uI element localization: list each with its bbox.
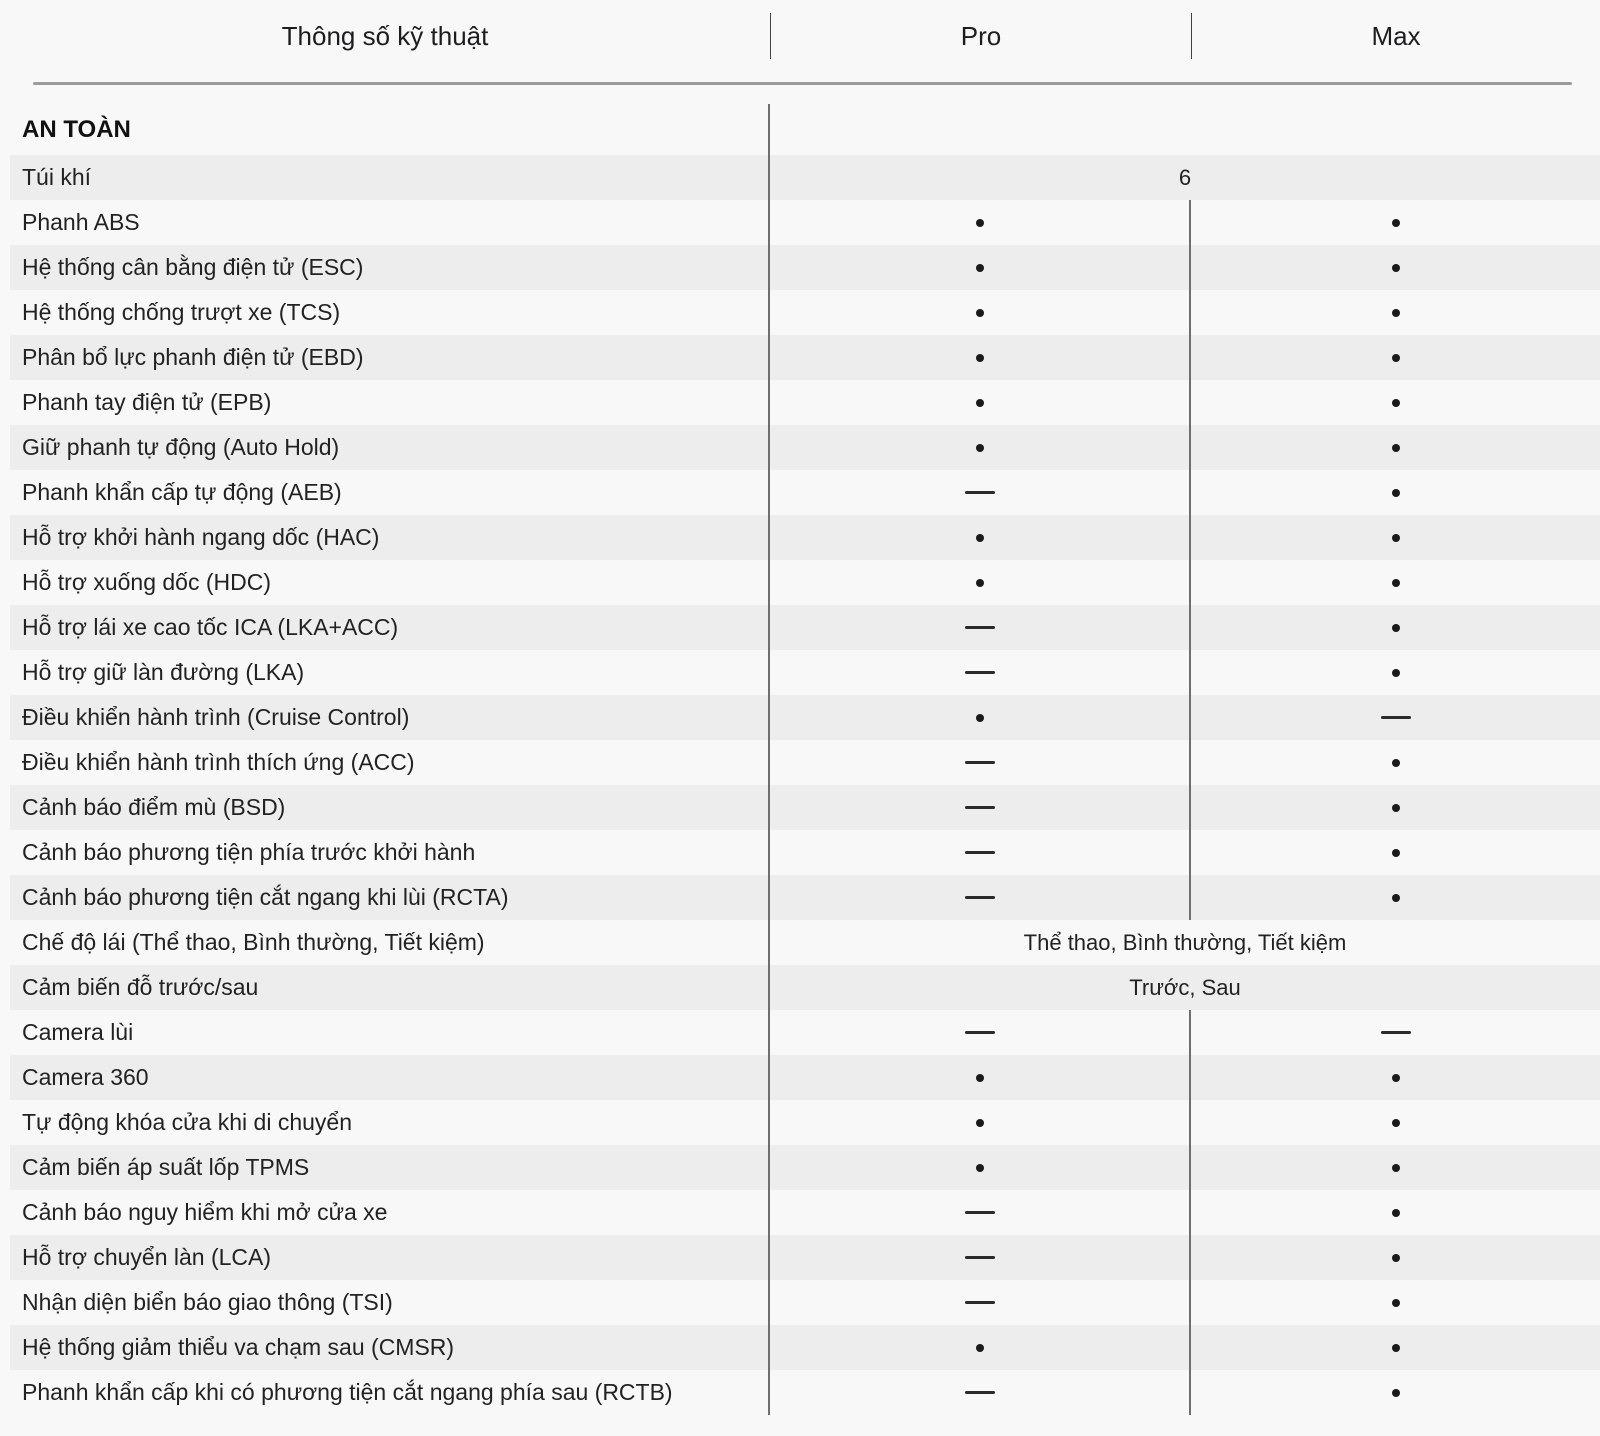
- spec-label: Phanh khẩn cấp khi có phương tiện cắt ngang phía sau (RCTB): [0, 1370, 770, 1415]
- pro-value-cell: [770, 785, 1191, 830]
- included-dot-icon: [1392, 1344, 1400, 1352]
- table-row: [0, 1235, 1600, 1280]
- section-title: AN TOÀN: [0, 104, 770, 155]
- spec-table: [0, 155, 1600, 1415]
- spec-label: Camera lùi: [0, 1010, 770, 1055]
- table-row: [0, 785, 1600, 830]
- pro-value-cell: [770, 740, 1191, 785]
- spec-label: Cảm biến đỗ trước/sau: [0, 965, 770, 1010]
- included-dot-icon: [1392, 489, 1400, 497]
- max-value-cell: [1191, 1145, 1600, 1190]
- max-value-cell: [1191, 695, 1600, 740]
- pro-value-cell: [770, 335, 1191, 380]
- included-dot-icon: [976, 1074, 984, 1082]
- included-dot-icon: [1392, 219, 1400, 227]
- page-title: Thông số kỹ thuật: [281, 20, 489, 51]
- spec-label: Hệ thống giảm thiểu va chạm sau (CMSR): [0, 1325, 770, 1370]
- spec-label: Tự động khóa cửa khi di chuyển: [0, 1100, 770, 1145]
- section-heading-spacer: [770, 104, 1600, 155]
- max-value-cell: [1191, 740, 1600, 785]
- spec-label: Hỗ trợ giữ làn đường (LKA): [0, 650, 770, 695]
- spec-label: Điều khiển hành trình thích ứng (ACC): [0, 740, 770, 785]
- table-row: [0, 560, 1600, 605]
- included-dot-icon: [1392, 624, 1400, 632]
- table-row: [0, 605, 1600, 650]
- column-header-max: Max: [1191, 13, 1600, 59]
- spec-label: Hỗ trợ chuyển làn (LCA): [0, 1235, 770, 1280]
- included-dot-icon: [1392, 759, 1400, 767]
- spec-label: Hỗ trợ lái xe cao tốc ICA (LKA+ACC): [0, 605, 770, 650]
- included-dot-icon: [1392, 1389, 1400, 1397]
- included-dot-icon: [976, 399, 984, 407]
- pro-value-cell: [770, 515, 1191, 560]
- max-value-cell: [1191, 1010, 1600, 1055]
- spec-label: Nhận diện biển báo giao thông (TSI): [0, 1280, 770, 1325]
- included-dot-icon: [1392, 669, 1400, 677]
- included-dot-icon: [1392, 309, 1400, 317]
- included-dot-icon: [1392, 1299, 1400, 1307]
- max-value-cell: [1191, 785, 1600, 830]
- included-dot-icon: [976, 354, 984, 362]
- pro-value-cell: [770, 1235, 1191, 1280]
- included-dot-icon: [976, 264, 984, 272]
- pro-value-cell: [770, 290, 1191, 335]
- included-dot-icon: [1392, 534, 1400, 542]
- included-dot-icon: [1392, 894, 1400, 902]
- spec-label: Cảm biến áp suất lốp TPMS: [0, 1145, 770, 1190]
- table-row: [0, 470, 1600, 515]
- table-row: [0, 155, 1600, 200]
- not-available-dash-icon: [965, 491, 995, 495]
- table-row: [0, 875, 1600, 920]
- pro-value-cell: [770, 875, 1191, 920]
- table-row: [0, 425, 1600, 470]
- header-divider-rule: [33, 82, 1572, 85]
- included-dot-icon: [1392, 849, 1400, 857]
- table-row: [0, 965, 1600, 1010]
- included-dot-icon: [976, 219, 984, 227]
- pro-value-cell: [770, 425, 1191, 470]
- included-dot-icon: [1392, 1164, 1400, 1172]
- not-available-dash-icon: [965, 761, 995, 765]
- included-dot-icon: [976, 534, 984, 542]
- pro-value-cell: [770, 380, 1191, 425]
- spec-label: Cảnh báo phương tiện cắt ngang khi lùi (RCTA): [0, 875, 770, 920]
- table-row: [0, 1325, 1600, 1370]
- pro-value-cell: [770, 605, 1191, 650]
- pro-value-cell: [770, 1325, 1191, 1370]
- included-dot-icon: [1392, 804, 1400, 812]
- max-value-cell: [1191, 335, 1600, 380]
- included-dot-icon: [1392, 1119, 1400, 1127]
- not-available-dash-icon: [965, 1031, 995, 1035]
- max-value-cell: [1191, 560, 1600, 605]
- spec-label: Chế độ lái (Thể thao, Bình thường, Tiết kiệm): [0, 920, 770, 965]
- included-dot-icon: [1392, 444, 1400, 452]
- spec-label: Phanh khẩn cấp tự động (AEB): [0, 470, 770, 515]
- spec-label: Cảnh báo phương tiện phía trước khởi hành: [0, 830, 770, 875]
- not-available-dash-icon: [965, 851, 995, 855]
- max-value-cell: [1191, 1055, 1600, 1100]
- spec-label: Phân bổ lực phanh điện tử (EBD): [0, 335, 770, 380]
- not-available-dash-icon: [1381, 1031, 1411, 1035]
- spec-label: Điều khiển hành trình (Cruise Control): [0, 695, 770, 740]
- pro-value-cell: [770, 830, 1191, 875]
- max-value-cell: [1191, 245, 1600, 290]
- not-available-dash-icon: [965, 1256, 995, 1260]
- table-row: [0, 1010, 1600, 1055]
- table-row: [0, 1370, 1600, 1415]
- not-available-dash-icon: [1381, 716, 1411, 720]
- pro-value-cell: [770, 1280, 1191, 1325]
- max-value-cell: [1191, 1235, 1600, 1280]
- max-value-cell: [1191, 875, 1600, 920]
- pro-value-cell: [770, 200, 1191, 245]
- spec-label: Hệ thống cân bằng điện tử (ESC): [0, 245, 770, 290]
- included-dot-icon: [1392, 264, 1400, 272]
- max-value-cell: [1191, 1370, 1600, 1415]
- not-available-dash-icon: [965, 626, 995, 630]
- included-dot-icon: [1392, 354, 1400, 362]
- max-value-cell: [1191, 380, 1600, 425]
- spec-label: Cảnh báo nguy hiểm khi mở cửa xe: [0, 1190, 770, 1235]
- not-available-dash-icon: [965, 1211, 995, 1215]
- max-value-cell: [1191, 200, 1600, 245]
- included-dot-icon: [1392, 1209, 1400, 1217]
- table-header: [0, 13, 1600, 59]
- spec-label: Phanh ABS: [0, 200, 770, 245]
- merged-value-cell: Thể thao, Bình thường, Tiết kiệm: [1023, 929, 1347, 955]
- spec-label: Cảnh báo điểm mù (BSD): [0, 785, 770, 830]
- spec-label: Giữ phanh tự động (Auto Hold): [0, 425, 770, 470]
- pro-value-cell: [770, 695, 1191, 740]
- not-available-dash-icon: [965, 806, 995, 810]
- included-dot-icon: [976, 1164, 984, 1172]
- table-row: [0, 1190, 1600, 1235]
- table-row: [0, 1145, 1600, 1190]
- table-row: [0, 650, 1600, 695]
- table-row: [0, 920, 1600, 965]
- included-dot-icon: [1392, 1074, 1400, 1082]
- max-value-cell: [1191, 1280, 1600, 1325]
- spec-label: Phanh tay điện tử (EPB): [0, 380, 770, 425]
- max-value-cell: [1191, 515, 1600, 560]
- pro-value-cell: [770, 1100, 1191, 1145]
- max-value-cell: [1191, 425, 1600, 470]
- pro-value-cell: [770, 650, 1191, 695]
- not-available-dash-icon: [965, 1391, 995, 1395]
- spec-label: Hỗ trợ khởi hành ngang dốc (HAC): [0, 515, 770, 560]
- table-row: [0, 200, 1600, 245]
- not-available-dash-icon: [965, 671, 995, 675]
- pro-value-cell: [770, 1055, 1191, 1100]
- table-row: [0, 515, 1600, 560]
- max-value-cell: [1191, 605, 1600, 650]
- table-row: [0, 1280, 1600, 1325]
- column-header-pro: Pro: [770, 13, 1191, 59]
- max-value-cell: [1191, 290, 1600, 335]
- pro-value-cell: [770, 1010, 1191, 1055]
- pro-value-cell: [770, 560, 1191, 605]
- merged-value-cell: Trước, Sau: [1129, 974, 1241, 1000]
- pro-value-cell: [770, 245, 1191, 290]
- pro-value-cell: [770, 470, 1191, 515]
- max-value-cell: [1191, 1325, 1600, 1370]
- included-dot-icon: [1392, 579, 1400, 587]
- spec-label: Hệ thống chống trượt xe (TCS): [0, 290, 770, 335]
- included-dot-icon: [976, 309, 984, 317]
- max-value-cell: [1191, 470, 1600, 515]
- max-value-cell: [1191, 830, 1600, 875]
- table-row: [0, 1100, 1600, 1145]
- table-row: [0, 830, 1600, 875]
- spec-label: Camera 360: [0, 1055, 770, 1100]
- included-dot-icon: [976, 444, 984, 452]
- max-value-cell: [1191, 1190, 1600, 1235]
- spec-label: Hỗ trợ xuống dốc (HDC): [0, 560, 770, 605]
- included-dot-icon: [976, 1344, 984, 1352]
- max-value-cell: [1191, 650, 1600, 695]
- table-row: [0, 245, 1600, 290]
- included-dot-icon: [976, 1119, 984, 1127]
- not-available-dash-icon: [965, 896, 995, 900]
- included-dot-icon: [976, 714, 984, 722]
- section-heading-row: [0, 104, 1600, 155]
- table-row: [0, 695, 1600, 740]
- table-row: [0, 740, 1600, 785]
- table-row: [0, 380, 1600, 425]
- spec-label: Túi khí: [0, 155, 770, 200]
- merged-value-cell: 6: [1178, 164, 1192, 190]
- table-row: [0, 335, 1600, 380]
- included-dot-icon: [1392, 1254, 1400, 1262]
- included-dot-icon: [976, 579, 984, 587]
- max-value-cell: [1191, 1100, 1600, 1145]
- table-row: [0, 1055, 1600, 1100]
- table-row: [0, 290, 1600, 335]
- not-available-dash-icon: [965, 1301, 995, 1305]
- pro-value-cell: [770, 1145, 1191, 1190]
- pro-value-cell: [770, 1190, 1191, 1235]
- included-dot-icon: [1392, 399, 1400, 407]
- pro-value-cell: [770, 1370, 1191, 1415]
